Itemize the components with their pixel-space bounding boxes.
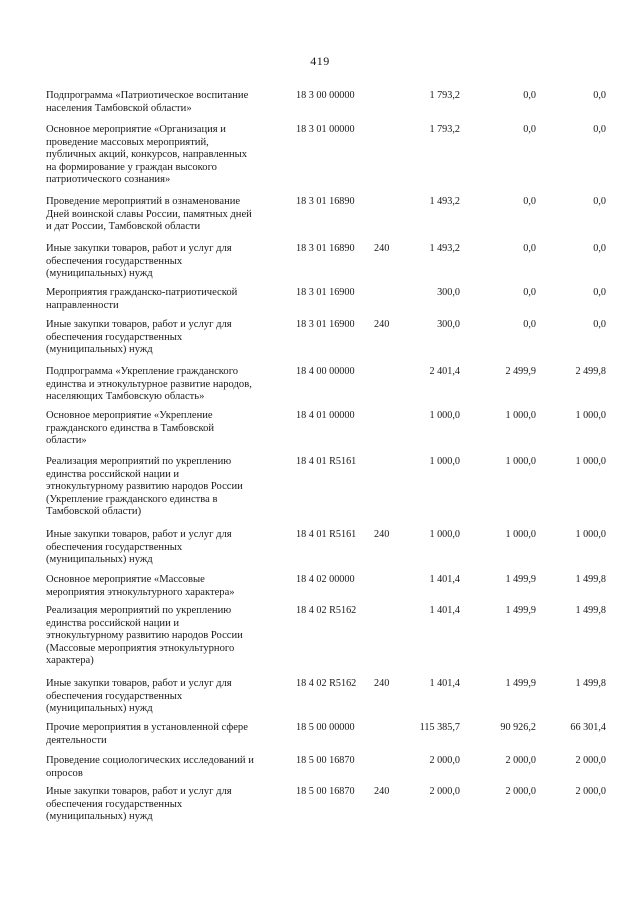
target-article-code: 18 4 01 00000 bbox=[296, 410, 355, 421]
row-description bbox=[46, 243, 280, 281]
row-description bbox=[46, 410, 280, 448]
amount-year-3: 0,0 bbox=[593, 243, 606, 254]
amount-year-2: 2 499,9 bbox=[505, 366, 536, 377]
amount-year-3: 1 499,8 bbox=[575, 574, 606, 585]
amount-year-2: 0,0 bbox=[523, 90, 536, 101]
description-line: Проведение социологических исследований и bbox=[46, 755, 254, 766]
description-line: (Укрепление гражданского единства в bbox=[46, 493, 218, 505]
amount-year-1: 1 401,4 bbox=[429, 678, 460, 689]
amount-year-3: 0,0 bbox=[593, 319, 606, 330]
description-line: (муниципальных) нужд bbox=[46, 554, 153, 566]
amount-year-3: 1 000,0 bbox=[575, 456, 606, 467]
description-line: опросов bbox=[46, 767, 83, 779]
description-line: (Массовые мероприятия этнокультурного bbox=[46, 642, 235, 654]
amount-year-3: 1 499,8 bbox=[575, 605, 606, 616]
amount-year-1: 1 000,0 bbox=[429, 456, 460, 467]
expense-type-code: 240 bbox=[374, 319, 390, 330]
target-article-code: 18 3 01 16890 bbox=[296, 243, 355, 254]
target-article-code: 18 5 00 00000 bbox=[296, 722, 355, 733]
target-article-code: 18 4 01 R5161 bbox=[296, 456, 357, 467]
description-line: Основное мероприятие «Массовые bbox=[46, 574, 205, 585]
description-line: Иные закупки товаров, работ и услуг для bbox=[46, 243, 232, 254]
target-article-code: 18 3 01 16900 bbox=[296, 287, 355, 298]
row-description bbox=[46, 319, 280, 357]
amount-year-2: 1 000,0 bbox=[505, 529, 536, 540]
amount-year-1: 1 493,2 bbox=[429, 196, 460, 207]
expense-type-code: 240 bbox=[374, 529, 390, 540]
description-line: населяющих Тамбовскую область» bbox=[46, 391, 205, 403]
description-line: деятельности bbox=[46, 734, 107, 746]
description-line: населения Тамбовской области» bbox=[46, 102, 192, 114]
row-description bbox=[46, 786, 280, 824]
row-description bbox=[46, 456, 280, 519]
description-line: (муниципальных) нужд bbox=[46, 268, 153, 280]
description-line: и дат России, Тамбовской области bbox=[46, 221, 201, 233]
amount-year-2: 0,0 bbox=[523, 287, 536, 298]
description-line: обеспечения государственных bbox=[46, 331, 183, 343]
description-line: обеспечения государственных bbox=[46, 798, 183, 810]
amount-year-2: 90 926,2 bbox=[500, 722, 536, 733]
amount-year-3: 0,0 bbox=[593, 196, 606, 207]
description-line: Иные закупки товаров, работ и услуг для bbox=[46, 786, 232, 797]
amount-year-3: 2 000,0 bbox=[575, 786, 606, 797]
description-line: Иные закупки товаров, работ и услуг для bbox=[46, 678, 232, 689]
target-article-code: 18 4 02 R5162 bbox=[296, 605, 357, 616]
description-line: публичных акций, конкурсов, направленных bbox=[46, 149, 248, 161]
amount-year-1: 1 793,2 bbox=[429, 90, 460, 101]
page-number: 419 bbox=[310, 54, 330, 68]
description-line: (муниципальных) нужд bbox=[46, 344, 153, 356]
amount-year-1: 300,0 bbox=[437, 319, 460, 330]
description-line: единства и этнокультурное развитие народов, bbox=[46, 378, 252, 390]
amount-year-3: 0,0 bbox=[593, 287, 606, 298]
amount-year-1: 2 000,0 bbox=[429, 755, 460, 766]
row-description bbox=[46, 287, 280, 312]
description-line: этнокультурному развитию народов России bbox=[46, 630, 243, 642]
row-description bbox=[46, 90, 280, 115]
row-description bbox=[46, 196, 280, 234]
row-description bbox=[46, 366, 280, 404]
amount-year-1: 300,0 bbox=[437, 287, 460, 298]
row-description bbox=[46, 574, 280, 599]
description-line: Мероприятия гражданско-патриотической bbox=[46, 287, 238, 298]
amount-year-3: 66 301,4 bbox=[570, 722, 606, 733]
description-line: (муниципальных) нужд bbox=[46, 811, 153, 823]
description-line: Подпрограмма «Укрепление гражданского bbox=[46, 366, 239, 377]
row-description bbox=[46, 529, 280, 567]
target-article-code: 18 4 02 00000 bbox=[296, 574, 355, 585]
target-article-code: 18 3 01 16900 bbox=[296, 319, 355, 330]
description-line: Подпрограмма «Патриотическое воспитание bbox=[46, 90, 249, 101]
row-description bbox=[46, 124, 280, 187]
amount-year-3: 0,0 bbox=[593, 124, 606, 135]
amount-year-2: 1 000,0 bbox=[505, 456, 536, 467]
description-line: гражданского единства в Тамбовской bbox=[46, 422, 215, 434]
description-line: Реализация мероприятий по укреплению bbox=[46, 456, 232, 467]
amount-year-3: 2 499,8 bbox=[575, 366, 606, 377]
description-line: Прочие мероприятия в установленной сфере bbox=[46, 722, 248, 733]
description-line: обеспечения государственных bbox=[46, 541, 183, 553]
description-line: Реализация мероприятий по укреплению bbox=[46, 605, 232, 616]
amount-year-1: 115 385,7 bbox=[419, 722, 460, 733]
description-line: мероприятия этнокультурного характера» bbox=[46, 586, 235, 598]
amount-year-1: 1 401,4 bbox=[429, 574, 460, 585]
amount-year-1: 1 493,2 bbox=[429, 243, 460, 254]
description-line: обеспечения государственных bbox=[46, 255, 183, 267]
description-line: на формирование у граждан высокого bbox=[46, 161, 217, 173]
description-line: Основное мероприятие «Укрепление bbox=[46, 410, 213, 421]
amount-year-2: 1 499,9 bbox=[505, 605, 536, 616]
amount-year-3: 2 000,0 bbox=[575, 755, 606, 766]
description-line: Дней воинской славы России, памятных дней bbox=[46, 208, 252, 220]
target-article-code: 18 3 01 00000 bbox=[296, 124, 355, 135]
description-line: Проведение мероприятий в ознаменование bbox=[46, 196, 241, 207]
amount-year-2: 1 000,0 bbox=[505, 410, 536, 421]
amount-year-3: 1 000,0 bbox=[575, 410, 606, 421]
description-line: Иные закупки товаров, работ и услуг для bbox=[46, 319, 232, 330]
description-line: характера) bbox=[46, 655, 94, 667]
expense-type-code: 240 bbox=[374, 243, 390, 254]
amount-year-2: 1 499,9 bbox=[505, 678, 536, 689]
description-line: патриотического сознания» bbox=[46, 174, 171, 186]
description-line: Иные закупки товаров, работ и услуг для bbox=[46, 529, 232, 540]
expense-type-code: 240 bbox=[374, 678, 390, 689]
expense-type-code: 240 bbox=[374, 786, 390, 797]
amount-year-3: 1 000,0 bbox=[575, 529, 606, 540]
amount-year-1: 1 000,0 bbox=[429, 410, 460, 421]
amount-year-1: 1 793,2 bbox=[429, 124, 460, 135]
description-line: области» bbox=[46, 435, 87, 447]
amount-year-3: 0,0 bbox=[593, 90, 606, 101]
description-line: направленности bbox=[46, 299, 119, 311]
amount-year-1: 2 000,0 bbox=[429, 786, 460, 797]
amount-year-1: 2 401,4 bbox=[429, 366, 460, 377]
amount-year-1: 1 000,0 bbox=[429, 529, 460, 540]
description-line: (муниципальных) нужд bbox=[46, 703, 153, 715]
target-article-code: 18 5 00 16870 bbox=[296, 786, 355, 797]
amount-year-2: 0,0 bbox=[523, 124, 536, 135]
row-description bbox=[46, 755, 280, 780]
description-line: Тамбовской области) bbox=[46, 506, 142, 518]
target-article-code: 18 5 00 16870 bbox=[296, 755, 355, 766]
description-line: проведение массовых мероприятий, bbox=[46, 136, 209, 148]
target-article-code: 18 3 01 16890 bbox=[296, 196, 355, 207]
description-line: этнокультурному развитию народов России bbox=[46, 481, 243, 493]
amount-year-2: 2 000,0 bbox=[505, 786, 536, 797]
description-line: обеспечения государственных bbox=[46, 690, 183, 702]
amount-year-2: 2 000,0 bbox=[505, 755, 536, 766]
description-line: единства российской нации и bbox=[46, 617, 180, 629]
target-article-code: 18 3 00 00000 bbox=[296, 90, 355, 101]
amount-year-2: 0,0 bbox=[523, 319, 536, 330]
description-line: Основное мероприятие «Организация и bbox=[46, 124, 226, 135]
row-description bbox=[46, 605, 280, 668]
row-description bbox=[46, 678, 280, 716]
amount-year-2: 1 499,9 bbox=[505, 574, 536, 585]
amount-year-3: 1 499,8 bbox=[575, 678, 606, 689]
amount-year-2: 0,0 bbox=[523, 196, 536, 207]
target-article-code: 18 4 01 R5161 bbox=[296, 529, 357, 540]
amount-year-2: 0,0 bbox=[523, 243, 536, 254]
amount-year-1: 1 401,4 bbox=[429, 605, 460, 616]
target-article-code: 18 4 02 R5162 bbox=[296, 678, 357, 689]
description-line: единства российской нации и bbox=[46, 468, 180, 480]
row-description bbox=[46, 722, 280, 747]
target-article-code: 18 4 00 00000 bbox=[296, 366, 355, 377]
